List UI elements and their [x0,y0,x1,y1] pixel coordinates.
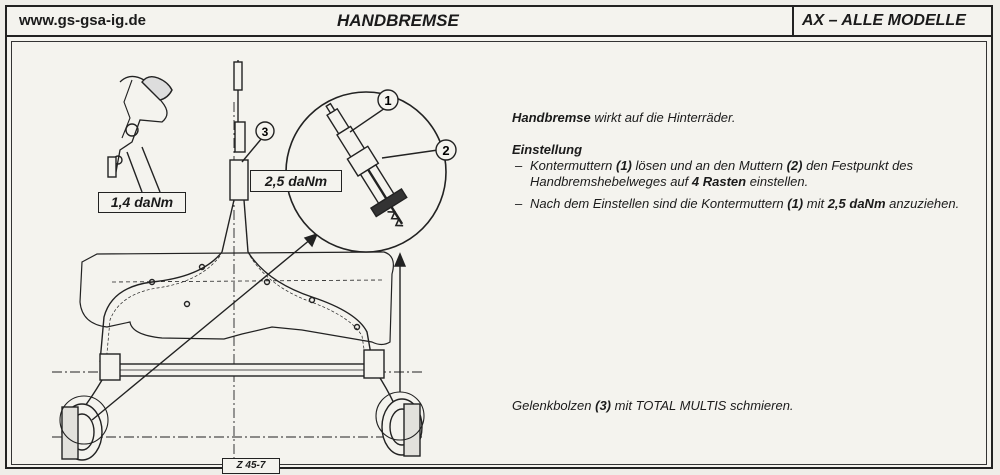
torque-label-adjuster: 2,5 daNm [250,170,342,192]
header-url: www.gs-gsa-ig.de [19,12,146,29]
callout-number-3: 3 [261,125,269,139]
callout-numbers [12,42,988,466]
content-frame [11,41,987,471]
step-2-text: Nach dem Einstellen sind die Kontermuttern (1) mit 2,5 daNm anzuziehen. [530,196,960,211]
lubrication-note: Gelenkbolzen (3) mit TOTAL MULTIS schmieren. [512,398,794,413]
page-header [7,7,991,37]
figure-reference: Z 45-7 [222,458,280,474]
intro-text [512,110,736,126]
header-title: HANDBREMSE [337,11,459,30]
torque-label-caliper: 1,4 daNm [98,192,186,213]
callout-number-2: 2 [442,143,450,158]
callout-number-1: 1 [384,93,392,108]
step-2-dash: – [515,196,523,211]
step-1-text: Kontermuttern (1) lösen und an den Muttern (2) den Festpunkt des Handbremshebelweges auf 4 Rasten einstellen. [530,158,914,189]
header-model: AX – ALLE MODELLE [792,7,991,35]
intro-rest: wirkt auf die Hinterräder. [590,110,736,125]
section-title: Einstellung [512,142,583,157]
intro-bold: Handbremse [512,110,591,125]
step-1-dash: – [515,158,523,173]
manual-page [5,5,993,469]
